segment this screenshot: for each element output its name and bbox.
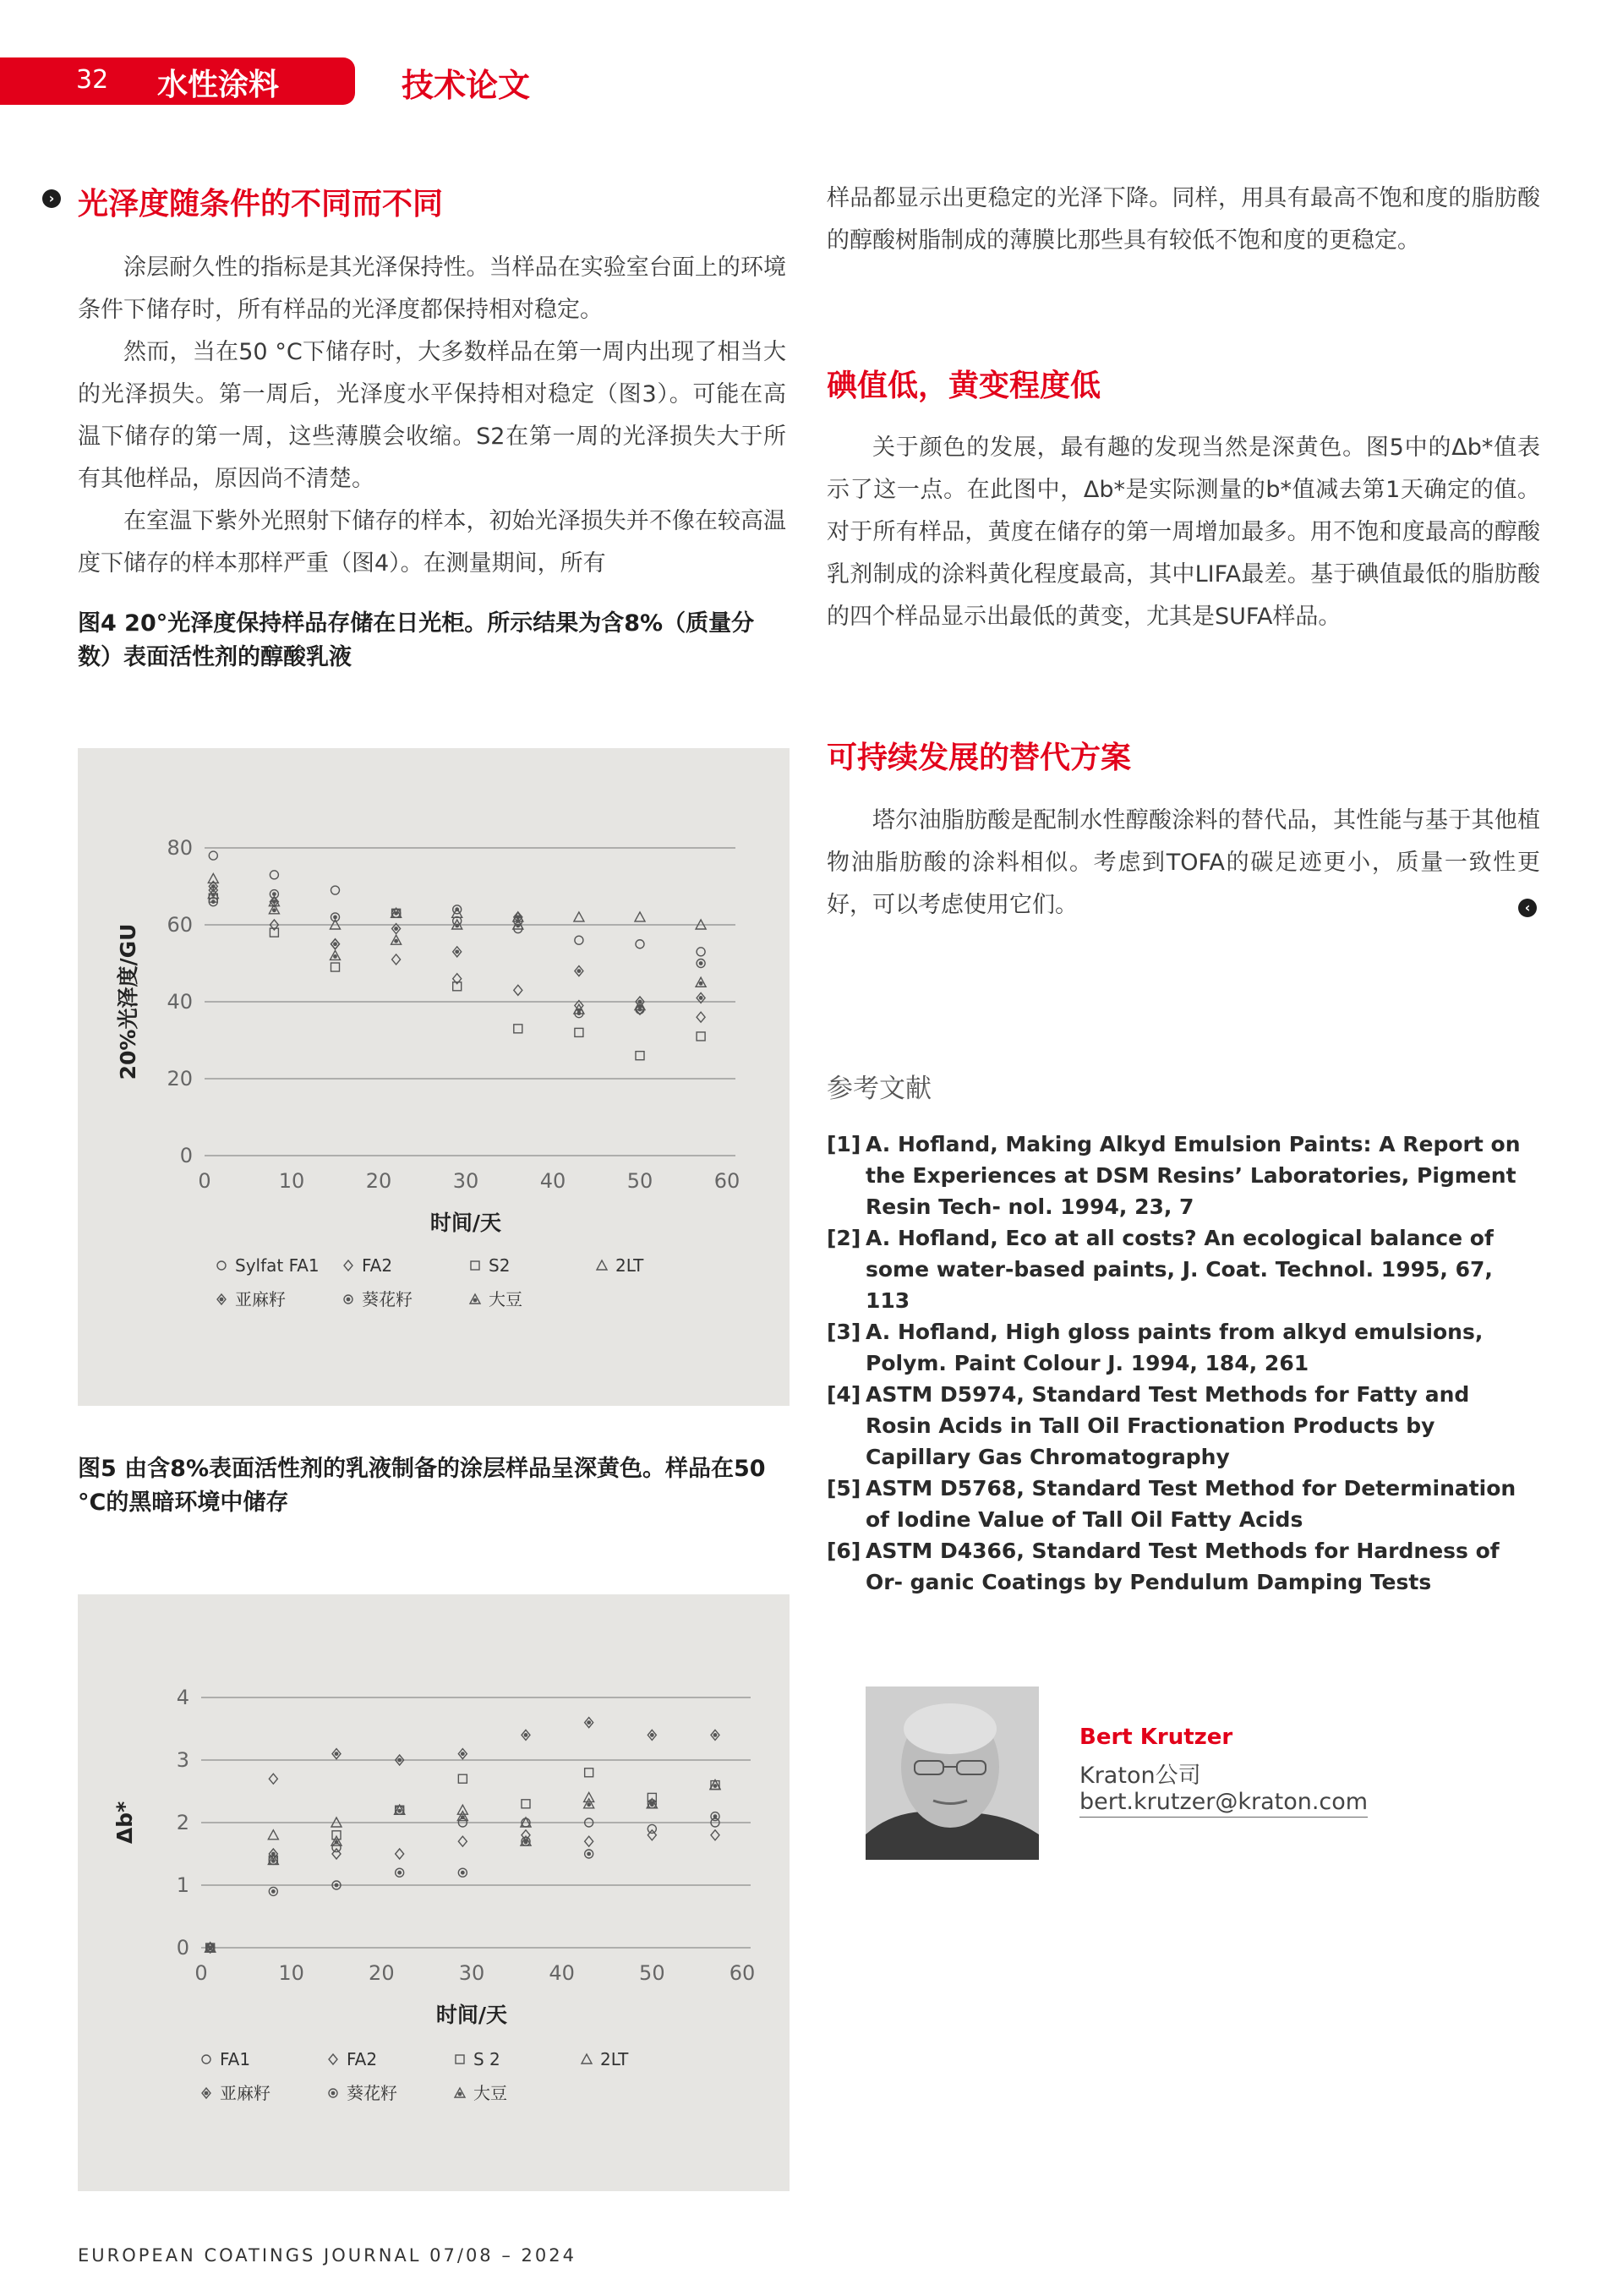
page-number: 32 — [76, 65, 109, 95]
data-point — [331, 886, 340, 894]
data-point — [585, 1718, 593, 1728]
reference-number: [5] — [827, 1476, 861, 1501]
data-point — [458, 1749, 467, 1759]
legend-label: FA2 — [362, 1255, 393, 1276]
data-point — [270, 871, 278, 879]
legend-marker — [455, 2088, 465, 2097]
legend-label: 大豆 — [473, 2083, 507, 2103]
data-point — [711, 1812, 719, 1821]
reference-text: ASTM D5768, Standard Test Method for Determination of Iodine Value of Tall Oil Fatty Acids — [866, 1476, 1516, 1532]
data-point — [331, 939, 340, 949]
chevron-right-icon: › — [42, 189, 61, 208]
reference-text: A. Hofland, Making Alkyd Emulsion Paints: A Report on the Experiences at DSM Resins’ Laboratories, Pigment Resin Tech- nol. 1994, 23, 7 — [866, 1132, 1521, 1219]
author-organization: Kraton公司 — [1079, 1763, 1201, 1789]
reference-number: [4] — [827, 1382, 861, 1407]
section2-paragraph: 关于颜色的发展，最有趣的发现当然是深黄色。图5中的Δb*值表示了这一点。在此图中，Δb*是实际测量的b*值减去第1天确定的值。对于所有样品，黄度在储存的第一周增加最多。用不饱和度最高的醇酸乳剂制成的涂料黄化程度最高，其中LIFA最差。基于碘值最低的脂肪酸的四个样品显示出最低的黄变，尤其是SUFA样品。 — [827, 435, 1540, 630]
reference-number: [3] — [827, 1320, 861, 1344]
legend-label: 2LT — [600, 2049, 629, 2069]
section3-heading: 可持续发展的替代方案 — [827, 741, 1132, 775]
data-point — [697, 1012, 705, 1022]
y-tick-label: 0 — [176, 1936, 189, 1960]
data-point — [585, 1850, 593, 1858]
data-point — [574, 912, 584, 921]
legend-marker — [344, 1260, 352, 1271]
reference-item — [827, 1535, 1537, 1598]
data-point — [575, 1028, 583, 1036]
data-point — [457, 1805, 467, 1814]
data-point — [331, 963, 340, 971]
data-point — [396, 1868, 404, 1877]
reference-text: A. Hofland, Eco at all costs? An ecological balance of some water-based paints, J. Coat. Technol. 1995, 67, 113 — [866, 1226, 1494, 1313]
data-point — [697, 948, 705, 956]
author-photo — [866, 1686, 1039, 1860]
reference-text: A. Hofland, High gloss paints from alkyd emulsions, Polym. Paint Colour J. 1994, 184, 261 — [866, 1320, 1484, 1375]
x-axis-label: 时间/天 — [429, 1211, 502, 1235]
y-tick-label: 60 — [167, 913, 193, 937]
x-tick-label: 30 — [458, 1961, 485, 1985]
data-point — [697, 1032, 705, 1041]
footer-journal: EUROPEAN COATINGS JOURNAL 07/08 – 2024 — [78, 2245, 577, 2266]
reference-item — [827, 1222, 1537, 1316]
data-point — [453, 947, 462, 957]
data-point — [331, 1836, 342, 1845]
y-tick-label: 3 — [176, 1748, 189, 1772]
x-tick-label: 20 — [365, 1169, 392, 1193]
y-tick-label: 0 — [179, 1144, 193, 1167]
fig4-caption: 图4 20°光泽度保持样品存储在日光柜。所示结果为含8%（质量分数）表面活性剂的醇酸乳液 — [78, 610, 755, 670]
legend-marker — [471, 1261, 479, 1270]
x-tick-label: 20 — [369, 1961, 395, 1985]
author-name: Bert Krutzer — [1079, 1725, 1233, 1750]
data-point — [584, 1792, 594, 1801]
legend-label: 葵花籽 — [362, 1289, 413, 1309]
y-axis-label: Δb* — [112, 1801, 137, 1845]
legend-label: FA1 — [220, 2049, 251, 2069]
data-point — [696, 977, 706, 987]
data-point — [522, 1730, 530, 1740]
y-tick-label: 40 — [167, 990, 193, 1014]
data-point — [332, 1844, 341, 1852]
fig5-chart-panel — [78, 1594, 790, 2191]
legend-label: Sylfat FA1 — [235, 1255, 320, 1276]
x-tick-label: 10 — [278, 1961, 304, 1985]
data-point — [514, 985, 522, 995]
section-label: 水性涂料 — [157, 68, 280, 102]
section1-paragraph-3: 在室温下紫外光照射下储存的样本，初始光泽损失并不像在较高温度下储存的样本那样严重（图4）。在测量期间，所有 — [78, 508, 786, 577]
legend-marker — [597, 1260, 607, 1270]
legend-label: 亚麻籽 — [235, 1289, 286, 1309]
author-portrait-image — [866, 1686, 1039, 1860]
fig4-chart-panel — [78, 748, 790, 1406]
data-point — [458, 1868, 467, 1877]
x-tick-label: 50 — [639, 1961, 665, 1985]
data-point — [269, 1774, 277, 1784]
legend-label: 大豆 — [489, 1289, 522, 1309]
x-tick-label: 60 — [729, 1961, 756, 1985]
section1-heading: 光泽度随条件的不同而不同 — [78, 187, 444, 221]
section3-paragraph: 塔尔油脂肪酸是配制水性醇酸涂料的替代品，其性能与基于其他植物油脂肪酸的涂料相似。考虑到TOFA的碳足迹更小，质量一致性更好，可以考虑使用它们。 — [827, 807, 1540, 918]
data-point — [711, 1830, 719, 1840]
x-axis-label: 时间/天 — [435, 2003, 508, 2027]
legend-marker — [344, 1295, 352, 1304]
reference-text: ASTM D4366, Standard Test Methods for Hardness of Or- ganic Coatings by Pendulum Damping Tests — [866, 1539, 1500, 1594]
data-point — [636, 940, 644, 948]
data-point — [269, 1887, 277, 1895]
fig5-caption: 图5 由含8%表面活性剂的乳液制备的涂层样品呈深黄色。样品在50 °C的黑暗环境中储存 — [78, 1456, 766, 1516]
reference-number: [1] — [827, 1132, 861, 1156]
data-point — [697, 959, 705, 968]
x-tick-label: 0 — [194, 1961, 208, 1985]
legend-marker — [329, 2054, 337, 2064]
section2-heading: 碘值低，黄变程度低 — [827, 369, 1101, 403]
references-title: 参考文献 — [827, 1074, 932, 1104]
data-point — [392, 954, 401, 965]
reference-item — [827, 1379, 1537, 1473]
data-point — [575, 936, 583, 944]
fig5-chart — [78, 1594, 790, 2191]
data-point — [391, 935, 402, 944]
legend-marker — [202, 2088, 210, 2098]
x-tick-label: 40 — [549, 1961, 575, 1985]
data-point — [332, 1749, 341, 1759]
x-tick-label: 50 — [626, 1169, 653, 1193]
y-tick-label: 4 — [176, 1686, 189, 1709]
legend-label: 葵花籽 — [347, 2083, 397, 2103]
data-point — [522, 1800, 530, 1808]
legend-label: 亚麻籽 — [220, 2083, 270, 2103]
section1-paragraph-2: 然而，当在50 °C下储存时，大多数样品在第一周内出现了相当大的光泽损失。第一周后，光泽度水平保持相对稳定（图3）。可能在高温下储存的第一周，这些薄膜会收缩。S2在第一周的光泽损失大于所有其他样品，原因尚不清楚。 — [78, 339, 786, 492]
references-list — [827, 1129, 1537, 1598]
legend-label: S2 — [489, 1255, 511, 1276]
data-point — [514, 1025, 522, 1033]
x-tick-label: 0 — [198, 1169, 211, 1193]
data-point — [458, 1774, 467, 1783]
data-point — [636, 1052, 644, 1060]
data-point — [585, 1836, 593, 1846]
legend-label: FA2 — [347, 2049, 378, 2069]
data-point — [331, 950, 341, 959]
data-point — [268, 1830, 278, 1840]
y-tick-label: 20 — [167, 1067, 193, 1091]
legend-marker — [456, 2055, 464, 2064]
data-point — [458, 1836, 467, 1846]
author-email-link[interactable]: bert.krutzer@kraton.com — [1079, 1789, 1368, 1818]
legend-label: 2LT — [615, 1255, 644, 1276]
y-tick-label: 2 — [176, 1811, 189, 1834]
legend-marker — [470, 1294, 480, 1304]
legend-label: S 2 — [473, 2049, 500, 2069]
x-tick-label: 60 — [713, 1169, 740, 1193]
data-point — [635, 912, 645, 921]
data-point — [648, 1824, 656, 1833]
y-tick-label: 1 — [176, 1873, 189, 1897]
section1-paragraph-1: 涂层耐久性的指标是其光泽保持性。当样品在实验室台面上的环境条件下储存时，所有样品的光泽度都保持相对稳定。 — [78, 254, 786, 323]
legend-marker — [217, 1294, 226, 1304]
y-tick-label: 80 — [167, 836, 193, 860]
x-tick-label: 10 — [278, 1169, 305, 1193]
legend-marker — [217, 1261, 226, 1270]
data-point — [575, 966, 583, 976]
legend-marker — [202, 2055, 210, 2064]
y-axis-label: 20%光泽度/GU — [116, 923, 140, 1080]
legend-marker — [582, 2054, 592, 2064]
reference-number: [6] — [827, 1539, 861, 1563]
reference-item — [827, 1316, 1537, 1379]
legend-marker — [329, 2089, 337, 2097]
reference-item — [827, 1129, 1537, 1222]
x-tick-label: 30 — [452, 1169, 479, 1193]
data-point — [396, 1849, 404, 1859]
data-point — [711, 1730, 719, 1740]
x-tick-label: 40 — [539, 1169, 566, 1193]
category-label: 技术论文 — [402, 67, 531, 104]
chevron-left-icon: ‹ — [1518, 899, 1537, 917]
data-point — [453, 905, 462, 914]
column2-continuation: 样品都显示出更稳定的光泽下降。同样，用具有最高不饱和度的脂肪酸的醇酸树脂制成的薄膜比那些具有较低不饱和度的更稳定。 — [827, 185, 1540, 254]
data-point — [209, 851, 217, 860]
data-point — [648, 1730, 656, 1740]
reference-number: [2] — [827, 1226, 861, 1250]
fig4-chart — [78, 748, 790, 1406]
data-point — [585, 1768, 593, 1777]
reference-item — [827, 1473, 1537, 1535]
reference-text: ASTM D5974, Standard Test Methods for Fatty and Rosin Acids in Tall Oil Fractionation Products by Capillary Gas Chromatography — [866, 1382, 1470, 1469]
